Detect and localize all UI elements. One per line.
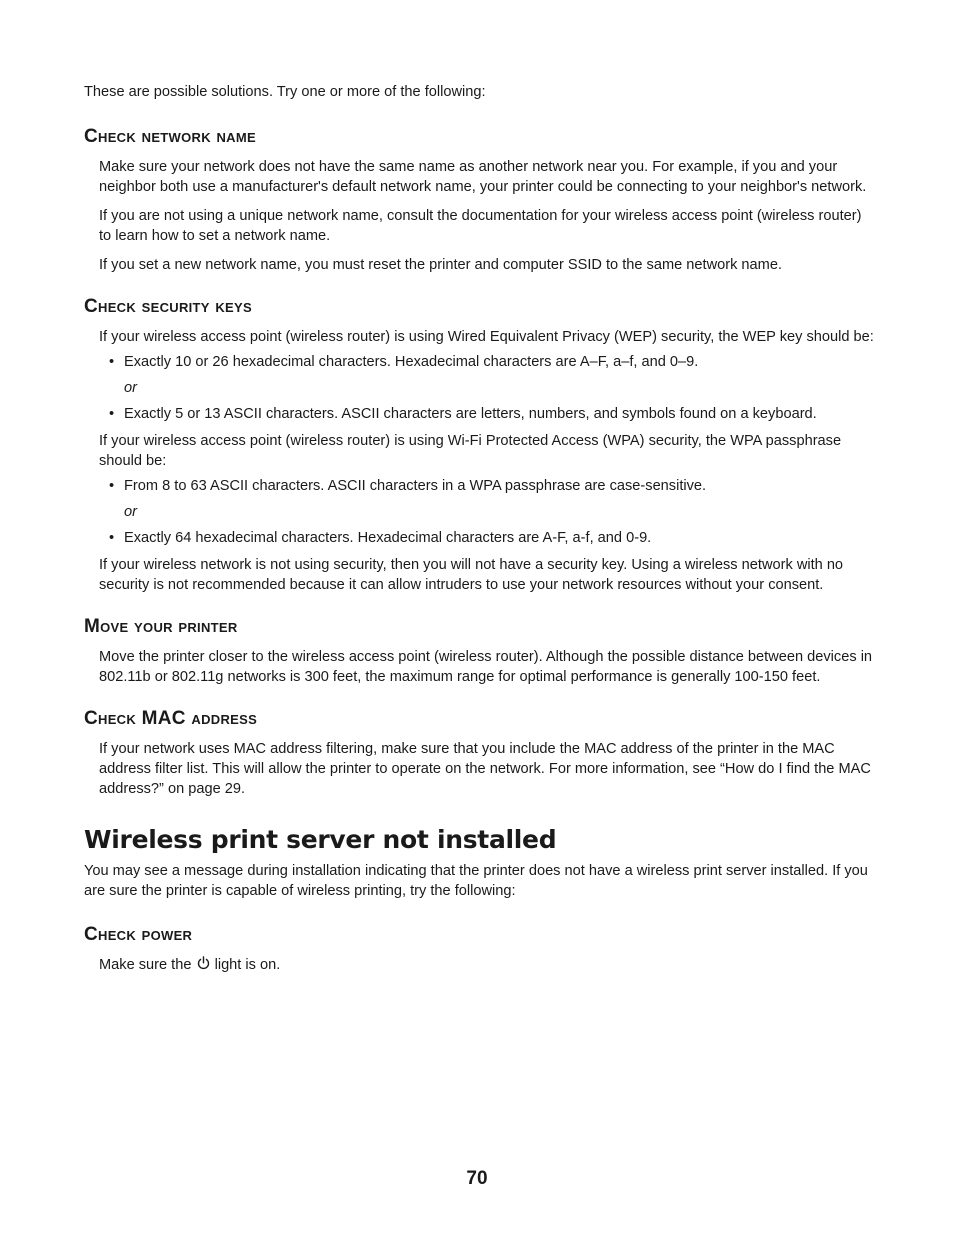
heading-check-power: Check power	[84, 924, 193, 945]
paragraph: If your network uses MAC address filtering, make sure that you include the MAC address of the printer in the MAC address filter list. This will allow the printer to operate on the network. For more information, see “How do I find the MAC address?” on page 29.	[99, 741, 871, 797]
paragraph: If your wireless network is not using security, then you will not have a security key. Using a wireless network with no security is not recommended because it can allow intruders to use your network resources without your consent.	[99, 557, 844, 593]
section-check-power	[84, 923, 874, 975]
paragraph: If you set a new network name, you must reset the printer and computer SSID to the same network name.	[99, 257, 782, 273]
heading-check-security-keys: Check security keys	[84, 296, 252, 317]
paragraph: If your wireless access point (wireless router) is using Wi-Fi Protected Access (WPA) security, the WPA passphrase should be:	[99, 433, 842, 469]
or-text: or	[124, 504, 137, 520]
intro-text: These are possible solutions. Try one or more of the following:	[84, 84, 486, 100]
heading-check-network-name: Check network name	[84, 126, 256, 147]
section-check-security-keys	[84, 295, 874, 595]
or-text: or	[124, 380, 137, 396]
paragraph: You may see a message during installation indicating that the printer does not have a wireless print server installed. If you are sure the printer is capable of wireless printing, try the following:	[84, 863, 868, 899]
heading-part-mac: MAC	[141, 708, 186, 729]
list-item	[109, 352, 874, 372]
text: light is on.	[210, 957, 281, 973]
heading-wireless-print-server: Wireless print server not installed	[84, 825, 557, 854]
list-item	[109, 476, 874, 496]
heading-check-mac-address	[84, 707, 874, 731]
paragraph: Move the printer closer to the wireless access point (wireless router). Although the possible distance between devices in 802.11b or 802.11g networks is 300 feet, the maximum range for optimal performance is generally 100-150 feet.	[99, 649, 873, 685]
bullet-icon: •	[109, 354, 115, 370]
list-item-text: From 8 to 63 ASCII characters. ASCII characters in a WPA passphrase are case-sensitive.	[124, 478, 707, 494]
heading-part: Check	[84, 708, 142, 729]
wpa-bullet-list	[99, 476, 874, 548]
power-icon	[197, 956, 210, 970]
paragraph	[99, 955, 874, 975]
bullet-icon: •	[109, 406, 115, 422]
bullet-icon: •	[109, 530, 115, 546]
list-item	[109, 528, 874, 548]
list-item-text: Exactly 5 or 13 ASCII characters. ASCII characters are letters, numbers, and symbols found on a keyboard.	[124, 406, 817, 422]
text: Make sure the	[99, 957, 196, 973]
paragraph: If your wireless access point (wireless router) is using Wired Equivalent Privacy (WEP) security, the WEP key should be:	[99, 329, 874, 345]
page-number: 70	[466, 1168, 488, 1189]
heading-move-your-printer: Move your printer	[84, 616, 238, 637]
page-content	[84, 82, 874, 995]
paragraph: If you are not using a unique network name, consult the documentation for your wireless access point (wireless router) to learn how to set a network name.	[99, 208, 862, 244]
list-item-text: Exactly 10 or 26 hexadecimal characters. Hexadecimal characters are A–F, a–f, and 0–9.	[124, 354, 699, 370]
section-move-your-printer	[84, 615, 874, 687]
wep-bullet-list	[99, 352, 874, 424]
list-item-text: Exactly 64 hexadecimal characters. Hexadecimal characters are A-F, a-f, and 0-9.	[124, 530, 652, 546]
heading-part: address	[185, 708, 258, 729]
section-check-mac-address	[84, 707, 874, 799]
bullet-icon: •	[109, 478, 115, 494]
section-check-network-name	[84, 125, 874, 275]
paragraph: Make sure your network does not have the same name as another network near you. For example, if you and your neighbor both use a manufacturer's default network name, your printer could be connecting to your neighbor's network.	[99, 159, 867, 195]
list-item	[109, 404, 874, 424]
